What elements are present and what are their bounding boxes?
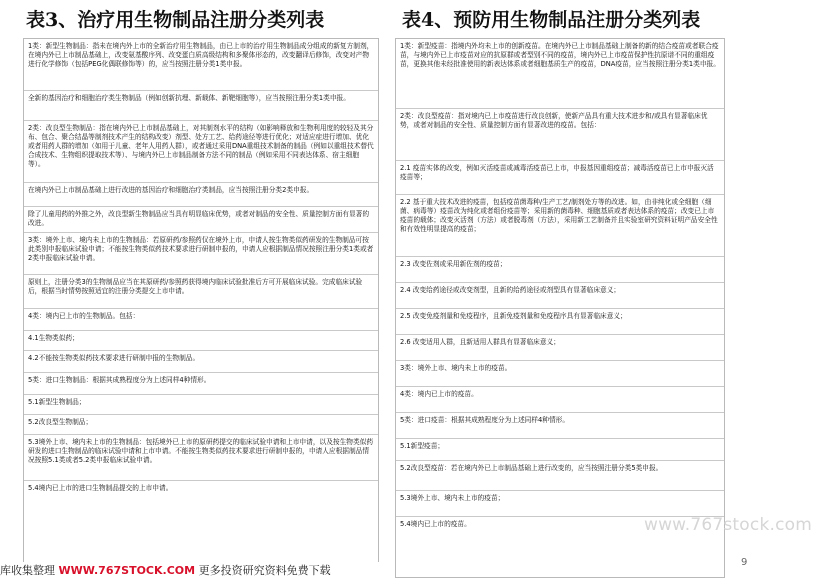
table-row: 5.1新型生物制品； <box>24 395 378 415</box>
table-row: 2类：改良型疫苗：指对境内已上市疫苗进行改良创新，使新产品具有重大技术进步和/或具有显著临床优势，或者对制品的安全性、质量控制方面有显著改进的疫苗。包括： <box>396 109 724 161</box>
table-row: 2.6 改变适用人群，且新适用人群具有显著临床意义； <box>396 335 724 361</box>
table-row: 2.1 疫苗实体的改变，例如灭活疫苗或减毒活疫苗已上市，申报基因重组疫苗；减毒活疫苗已上市申报灭活疫苗等； <box>396 161 724 195</box>
table-row: 5.2改良型生物制品； <box>24 415 378 435</box>
table-row: 全新的基因治疗和细胞治疗类生物制品（例如创新抗埋、新载体、新靶细胞等），应当按照注册分类1类申报。 <box>24 91 378 121</box>
table-row: 3类：境外上市、境内未上市的疫苗。 <box>396 361 724 387</box>
table-row: 2.3 改变佐剂或采用新佐剂的疫苗； <box>396 257 724 283</box>
website-watermark: www.767stock.com <box>643 515 812 535</box>
table-row: 5类：进口疫苗：根据其成熟程度分为上述同样4种情形。 <box>396 413 724 439</box>
table-row: 1类：新型生物制品：指未在境内外上市的全新治疗用生物制品，由已上市的治疗用生物制品成分组成的新复方制剂，在境内外已上市制品基础上，改变氨基酸序列、改变蛋白质高级结构和多聚体形态的，改变翻译后修饰，改变对产物进行化学修饰（包括PEG化偶联修饰等）的，应当按照注册分类1类申报。 <box>24 39 378 91</box>
table-row: 5.4境内已上市的进口生物制品提交的上市申请。 <box>28 484 173 492</box>
footer-banner <box>0 562 380 579</box>
footer-prefix: 库收集整理 <box>0 564 59 577</box>
table-row: 1类：新型疫苗：指境内外均未上市的创新疫苗。在境内外已上市制品基础上制备的新的结合疫苗或者联合疫苗，与境内外已上市疫苗对应的抗原群或者型别不同的疫苗，境内外已上市疫苗保护性抗原谱不同的重组疫苗，更换其他未经批准使用的新表达体系或者细胞基质生产的疫苗，DNA疫苗，应当按照注册分类1类申报。 <box>396 39 724 109</box>
table-row: 在境内外已上市制品基础上进行改进的基因治疗和细胞治疗类制品，应当按照注册分类2类申报。 <box>24 183 378 207</box>
preventive-vaccine-table <box>395 38 725 578</box>
footer-suffix: 更多投资研究资料免费下载 <box>195 564 331 577</box>
table3-title: 表3、治疗用生物制品注册分类列表 <box>26 9 325 31</box>
table-row: 4类：境内已上市的疫苗。 <box>396 387 724 413</box>
table-row: 5.2改良型疫苗：若在境内外已上市制品基础上进行改变的，应当按照注册分类5类申报。 <box>396 461 724 491</box>
table-row: 5.3境外上市、境内未上市的生物制品：包括境外已上市的原研药提交的临床试验申请和上市申请，以及按生物类似药研发的进口生物制品的临床试验申请和上市申请。不能按生物类似药技术要求进行研制申报的，申请人应根据制品情况按照5.1类或者5.2类申报临床试验申请。 <box>24 435 378 481</box>
table-row: 2.5 改变免疫剂量和免疫程序，且新免疫剂量和免疫程序具有显著临床意义； <box>396 309 724 335</box>
table-row: 5.4境内已上市的疫苗。 <box>400 520 471 528</box>
table-row: 原则上，注册分类3的生物制品应当在其原研药/参照药获得境内临床试验批准后方可开展临床试验。完成临床试验后，根据当时情势按照适宜的注册分类提交上市申请。 <box>24 275 378 309</box>
table-row: 除了儿童用药的外推之外，改良型新生物制品应当具有明显临床优势，或者对制品的安全性、质量控制方面有显著的改进。 <box>24 207 378 233</box>
therapeutic-biologics-table <box>23 38 379 568</box>
table-row: 2.2 基于重大技术改进的疫苗，包括疫苗菌毒种/生产工艺/制剂处方等的改进。如，由非纯化或全细胞（细菌、病毒等）疫苗改为纯化或者组份疫苗等；采用新的菌毒种、细胞基质或者表达体系的疫苗；改变已上市疫苗的载体；改变灭活剂（方法）或者脱毒剂（方法），采用新工艺制备并且实验室研究资料证明产品安全性和有效性明显提高的疫苗； <box>396 195 724 257</box>
table4-title: 表4、预防用生物制品注册分类列表 <box>402 9 701 31</box>
table-row: 3类：境外上市、境内未上市的生物制品：若原研药/参照药仅在境外上市，申请人按生物类似药研发的生物制品可按此类别申报临床试验申请；不能按生物类似药技术要求进行研制申报的，申请人应根据制品情况按照注册分类1类或者2类申报临床试验申请。 <box>24 233 378 275</box>
page-number: 9 <box>741 557 748 568</box>
table-row: 4.2不能按生物类似药技术要求进行研制申报的生物制品。 <box>24 351 378 373</box>
table-row: 5.1新型疫苗； <box>396 439 724 461</box>
footer-brand-link[interactable]: WWW.767STOCK.COM <box>58 564 196 577</box>
table-row: 2.4 改变给药途径或改变剂型，且新的给药途径或剂型具有显著临床意义； <box>396 283 724 309</box>
table-row: 5类：进口生物制品：根据其成熟程度分为上述同样4种情形。 <box>24 373 378 395</box>
table-row: 5.3境外上市、境内未上市的疫苗； <box>396 491 724 517</box>
table-row: 4类：境内已上市的生物制品。包括： <box>24 309 378 331</box>
table-row: 4.1生物类似药； <box>24 331 378 351</box>
table-row: 2类：改良型生物制品：指在境内外已上市制品基础上，对其制剂水平的结构（如影响释放和生物利用度的较轻及其分布、包合、聚合结晶等制剂技术产生的结构改变）剂型、处方工艺、给药途径等进行优化；对适应症进行增加、优化或者用药人群的增加（如用于儿童、老年人用药人群），或者通过采用DNA重组技术制备的制品（例如以重组技术替代合成技术、生物组织提取技术等）、与境内外已上市制品制备方法不同的制品（例如采用不同表达体系、宿主细胞等）。 <box>24 121 378 183</box>
